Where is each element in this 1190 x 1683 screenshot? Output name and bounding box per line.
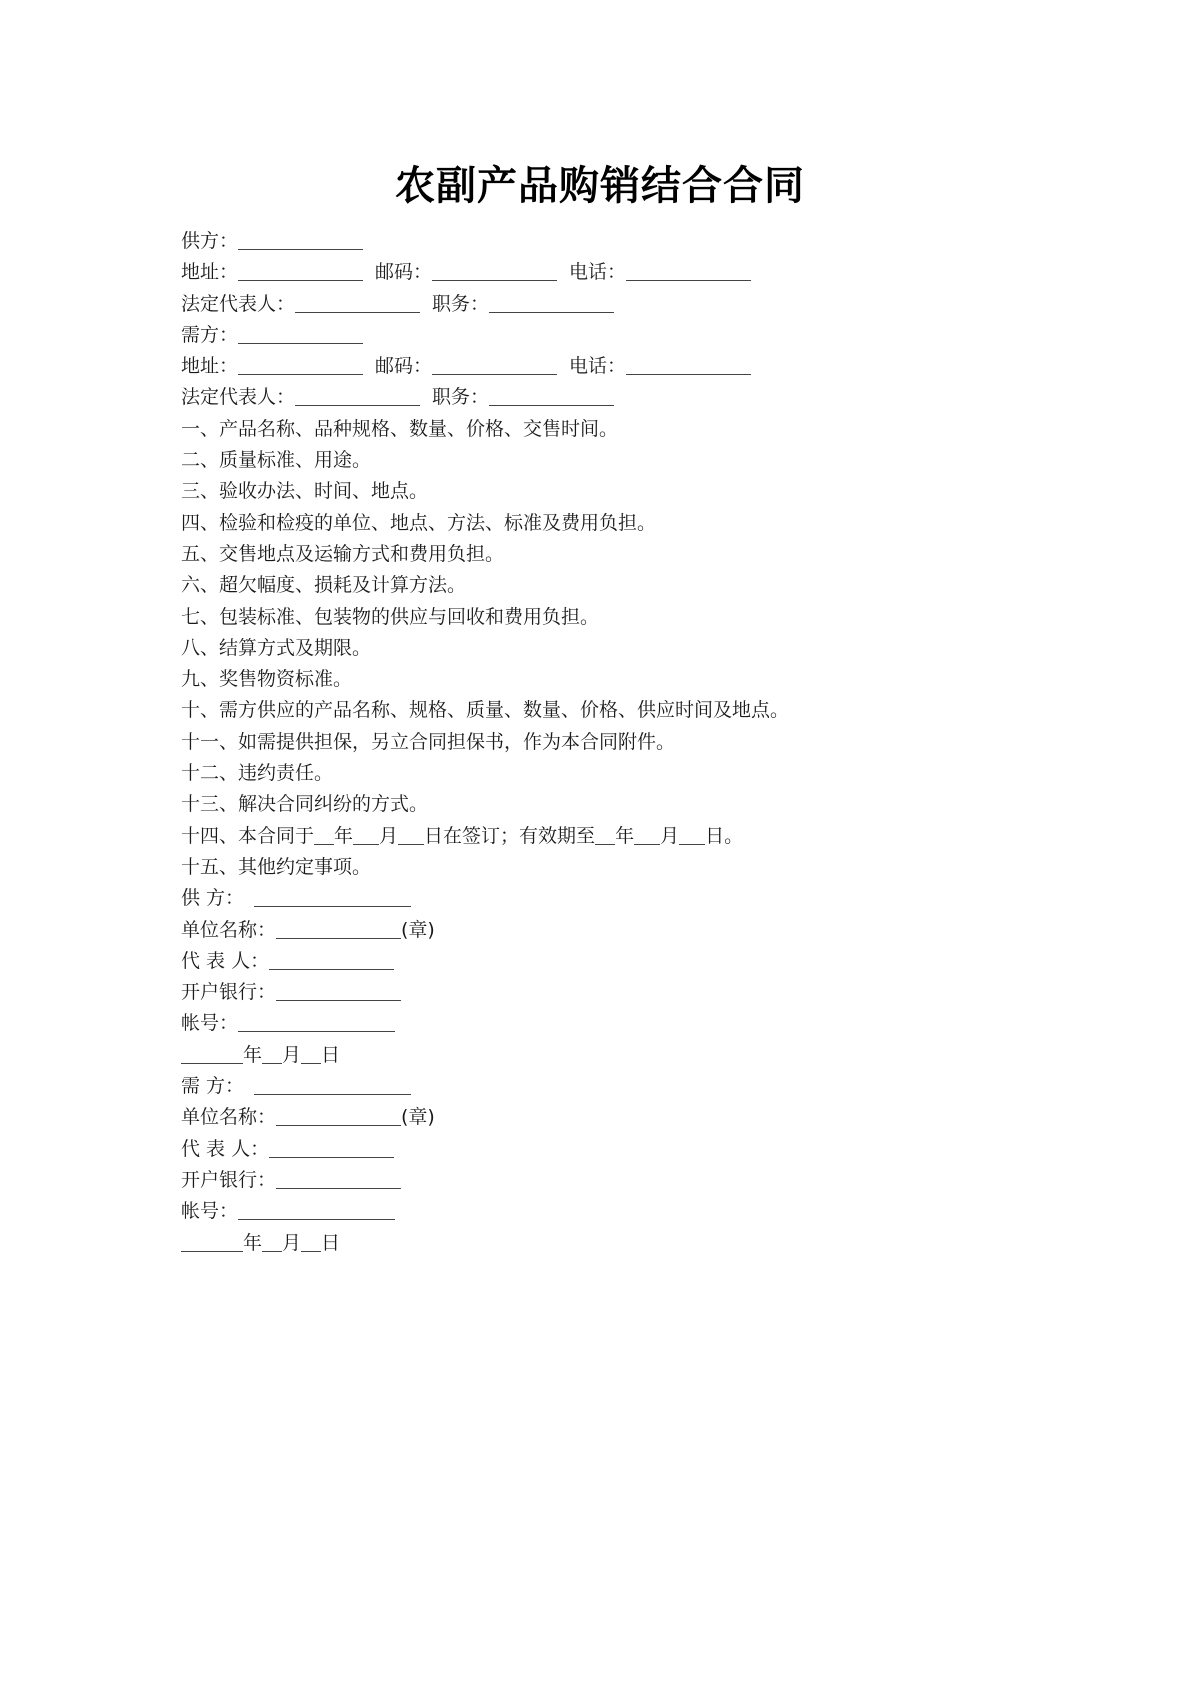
sig-supplier-account bbox=[181, 1008, 1081, 1039]
sig-supplier-bank-field[interactable] bbox=[276, 980, 401, 1001]
sig-supplier-year-field[interactable] bbox=[181, 1043, 243, 1064]
document-body bbox=[181, 226, 1081, 1259]
sig-buyer-bank bbox=[181, 1165, 1081, 1196]
sign-day-field[interactable] bbox=[398, 824, 424, 845]
rep-label: 代 表 人： bbox=[181, 949, 270, 972]
supplier-rep-field[interactable] bbox=[295, 292, 420, 313]
party-label: 供 方： bbox=[181, 887, 245, 910]
address-label: 地址： bbox=[181, 261, 239, 284]
buyer-phone-field[interactable] bbox=[626, 354, 751, 375]
clause-5: 五、交售地点及运输方式和费用负担。 bbox=[181, 542, 505, 565]
buyer-line bbox=[181, 320, 1081, 351]
clause-14-prefix: 十四、本合同于 bbox=[181, 824, 315, 847]
sig-buyer-month-field[interactable] bbox=[262, 1231, 282, 1252]
clause-13: 十三、解决合同纠纷的方式。 bbox=[181, 793, 429, 816]
sig-supplier-bank bbox=[181, 977, 1081, 1008]
month-label: 月 bbox=[379, 824, 399, 847]
day-label: 日。 bbox=[705, 824, 744, 847]
sig-supplier-date bbox=[181, 1040, 1081, 1071]
supplier-field[interactable] bbox=[238, 229, 363, 250]
sig-supplier-party-field[interactable] bbox=[254, 886, 411, 907]
sign-month-field[interactable] bbox=[353, 824, 379, 845]
seal-label: (章) bbox=[401, 918, 435, 941]
clause-10: 十、需方供应的产品名称、规格、质量、数量、价格、供应时间及地点。 bbox=[181, 699, 790, 722]
clause-7: 七、包装标准、包装物的供应与回收和费用负担。 bbox=[181, 605, 600, 628]
expiry-year-field[interactable] bbox=[595, 824, 615, 845]
unit-name-label: 单位名称： bbox=[181, 918, 277, 941]
buyer-postcode-field[interactable] bbox=[432, 354, 557, 375]
postcode-label: 邮码： bbox=[375, 261, 433, 284]
clause-8: 八、结算方式及期限。 bbox=[181, 636, 372, 659]
document-title: 农副产品购销结合合同 bbox=[395, 162, 805, 209]
address-label: 地址： bbox=[181, 355, 239, 378]
sig-buyer-rep bbox=[181, 1134, 1081, 1165]
supplier-postcode-field[interactable] bbox=[432, 260, 557, 281]
supplier-line bbox=[181, 226, 1081, 257]
unit-name-label: 单位名称： bbox=[181, 1106, 277, 1129]
month-label: 月 bbox=[660, 824, 680, 847]
account-label: 帐号： bbox=[181, 1012, 239, 1035]
expiry-month-field[interactable] bbox=[634, 824, 660, 845]
account-label: 帐号： bbox=[181, 1200, 239, 1223]
sig-buyer-year-field[interactable] bbox=[181, 1231, 243, 1252]
clause-2: 二、质量标准、用途。 bbox=[181, 449, 372, 472]
clause-15: 十五、其他约定事项。 bbox=[181, 855, 372, 878]
clause-9: 九、奖售物资标准。 bbox=[181, 668, 353, 691]
year-label: 年 bbox=[334, 824, 354, 847]
sig-supplier-unit bbox=[181, 915, 1081, 946]
supplier-address-field[interactable] bbox=[238, 260, 363, 281]
buyer-label: 需方： bbox=[181, 323, 239, 346]
sign-validity-text: 日在签订；有效期至 bbox=[424, 824, 596, 847]
year-label: 年 bbox=[243, 1043, 263, 1066]
position-label: 职务： bbox=[432, 386, 490, 409]
buyer-position-field[interactable] bbox=[489, 385, 614, 406]
year-label: 年 bbox=[615, 824, 635, 847]
sig-supplier-party bbox=[181, 883, 1081, 914]
postcode-label: 邮码： bbox=[375, 355, 433, 378]
clause-1: 一、产品名称、品种规格、数量、价格、交售时间。 bbox=[181, 417, 619, 440]
seal-label: (章) bbox=[401, 1106, 435, 1129]
clause-12: 十二、违约责任。 bbox=[181, 762, 334, 785]
buyer-address-field[interactable] bbox=[238, 354, 363, 375]
sig-supplier-day-field[interactable] bbox=[301, 1043, 321, 1064]
sig-buyer-unit bbox=[181, 1102, 1081, 1133]
year-label: 年 bbox=[243, 1231, 263, 1254]
sig-supplier-unit-field[interactable] bbox=[276, 918, 401, 939]
phone-label: 电话： bbox=[569, 355, 627, 378]
bank-label: 开户银行： bbox=[181, 981, 277, 1004]
sig-buyer-party bbox=[181, 1071, 1081, 1102]
phone-label: 电话： bbox=[569, 261, 627, 284]
clause-3: 三、验收办法、时间、地点。 bbox=[181, 480, 429, 503]
sig-supplier-rep-field[interactable] bbox=[269, 949, 394, 970]
sig-buyer-date bbox=[181, 1228, 1081, 1259]
day-label: 日 bbox=[321, 1231, 341, 1254]
clause-6: 六、超欠幅度、损耗及计算方法。 bbox=[181, 574, 467, 597]
sig-buyer-rep-field[interactable] bbox=[269, 1137, 394, 1158]
sig-buyer-bank-field[interactable] bbox=[276, 1168, 401, 1189]
sig-supplier-account-field[interactable] bbox=[238, 1011, 395, 1032]
sig-supplier-rep bbox=[181, 946, 1081, 977]
day-label: 日 bbox=[321, 1043, 341, 1066]
position-label: 职务： bbox=[432, 292, 490, 315]
supplier-phone-field[interactable] bbox=[626, 260, 751, 281]
sig-buyer-account-field[interactable] bbox=[238, 1199, 395, 1220]
legal-rep-label: 法定代表人： bbox=[181, 386, 296, 409]
sig-buyer-unit-field[interactable] bbox=[276, 1105, 401, 1126]
clause-14 bbox=[181, 821, 1081, 852]
rep-label: 代 表 人： bbox=[181, 1137, 270, 1160]
sig-buyer-account bbox=[181, 1196, 1081, 1227]
supplier-label: 供方： bbox=[181, 230, 239, 252]
sign-year-field[interactable] bbox=[314, 824, 334, 845]
buyer-address-line bbox=[181, 351, 1081, 382]
month-label: 月 bbox=[282, 1231, 302, 1254]
supplier-position-field[interactable] bbox=[489, 292, 614, 313]
clause-11: 十一、如需提供担保，另立合同担保书，作为本合同附件。 bbox=[181, 730, 676, 753]
legal-rep-label: 法定代表人： bbox=[181, 292, 296, 315]
sig-buyer-day-field[interactable] bbox=[301, 1231, 321, 1252]
buyer-rep-field[interactable] bbox=[295, 385, 420, 406]
expiry-day-field[interactable] bbox=[679, 824, 705, 845]
buyer-field[interactable] bbox=[238, 323, 363, 344]
supplier-address-line bbox=[181, 257, 1081, 288]
clause-4: 四、检验和检疫的单位、地点、方法、标准及费用负担。 bbox=[181, 511, 657, 534]
buyer-rep-line bbox=[181, 382, 1081, 413]
month-label: 月 bbox=[282, 1043, 302, 1066]
sig-supplier-month-field[interactable] bbox=[262, 1043, 282, 1064]
party-label: 需 方： bbox=[181, 1075, 245, 1098]
bank-label: 开户银行： bbox=[181, 1168, 277, 1191]
supplier-rep-line bbox=[181, 289, 1081, 320]
sig-buyer-party-field[interactable] bbox=[254, 1074, 411, 1095]
